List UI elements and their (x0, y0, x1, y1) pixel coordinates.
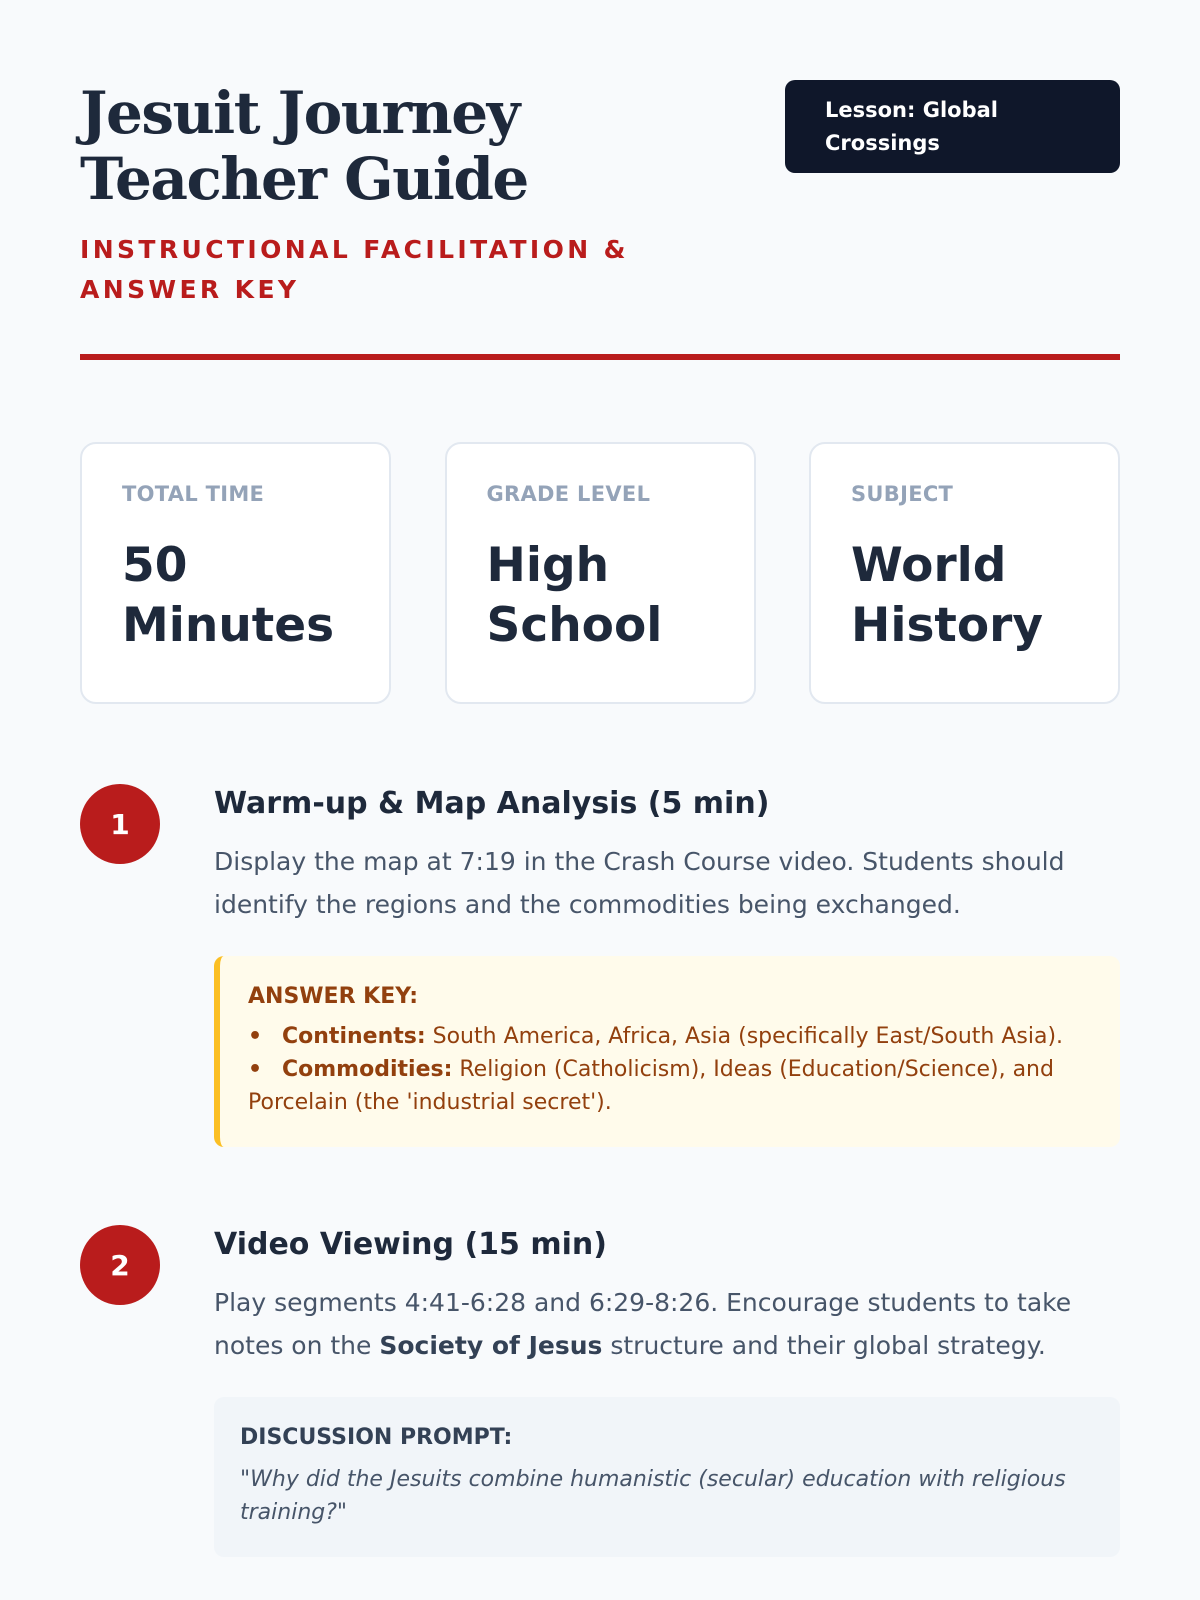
discussion-prompt-heading: DISCUSSION PROMPT: (240, 1425, 513, 1450)
step-body (214, 1225, 1120, 1557)
step-video-viewing (80, 1225, 1120, 1557)
stat-value-text: 50 Minutes (122, 538, 335, 653)
stat-label: GRADE LEVEL (486, 482, 651, 506)
step-description (214, 1281, 1120, 1367)
lesson-badge: Lesson: Global Crossings (785, 80, 1120, 173)
description-emphasis: Society of Jesus (379, 1331, 603, 1360)
stat-card-subject (809, 442, 1120, 704)
lesson-stats (80, 442, 1120, 704)
description-text: Play segments 4:41-6:28 and 6:29-8:26. Encourage students to take notes on the (214, 1288, 1072, 1360)
stat-card-total-time (80, 442, 391, 704)
stat-value (851, 536, 1078, 656)
stat-card-grade-level (445, 442, 756, 704)
stat-value-text: World History (851, 538, 1043, 653)
step-number-badge: 2 (80, 1225, 160, 1305)
page-subtitle: INSTRUCTIONAL FACILITATION & ANSWER KEY (80, 235, 629, 304)
step-body (214, 784, 1120, 1147)
answer-key-item (248, 1053, 1088, 1119)
header-titles (80, 80, 760, 310)
description-text: structure and their global strategy. (602, 1331, 1046, 1360)
answer-text: Religion (Catholicism), Ideas (Education/Science), and Porcelain (the 'industrial secret'). (248, 1057, 1054, 1115)
stat-value (487, 536, 714, 656)
discussion-prompt-box (214, 1397, 1120, 1557)
answer-key-box (214, 956, 1120, 1147)
answer-key-heading: ANSWER KEY: (248, 984, 419, 1009)
stat-value (122, 536, 349, 656)
guide-header (80, 80, 1120, 360)
step-title: Warm-up & Map Analysis (5 min) (214, 786, 770, 821)
discussion-prompt-text: "Why did the Jesuits combine humanistic (secular) education with religious training?" (240, 1467, 1066, 1525)
step-description: Display the map at 7:19 in the Crash Course video. Students should identify the regions and the commodities being exchanged. (214, 847, 1065, 919)
step-warm-up (80, 784, 1120, 1147)
answer-key-list (248, 1020, 1088, 1119)
answer-text: South America, Africa, Asia (specifically East/South Asia). (425, 1024, 1064, 1049)
answer-term: Continents: (282, 1024, 426, 1049)
step-title: Video Viewing (15 min) (214, 1227, 607, 1262)
stat-label: TOTAL TIME (122, 482, 265, 506)
stat-label: SUBJECT (851, 482, 954, 506)
stat-value-text: High School (486, 538, 663, 653)
answer-key-item (248, 1020, 1088, 1053)
page-title: Jesuit Journey Teacher Guide (80, 79, 528, 213)
step-number-badge: 1 (80, 784, 160, 864)
answer-term: Commodities: (282, 1057, 453, 1082)
